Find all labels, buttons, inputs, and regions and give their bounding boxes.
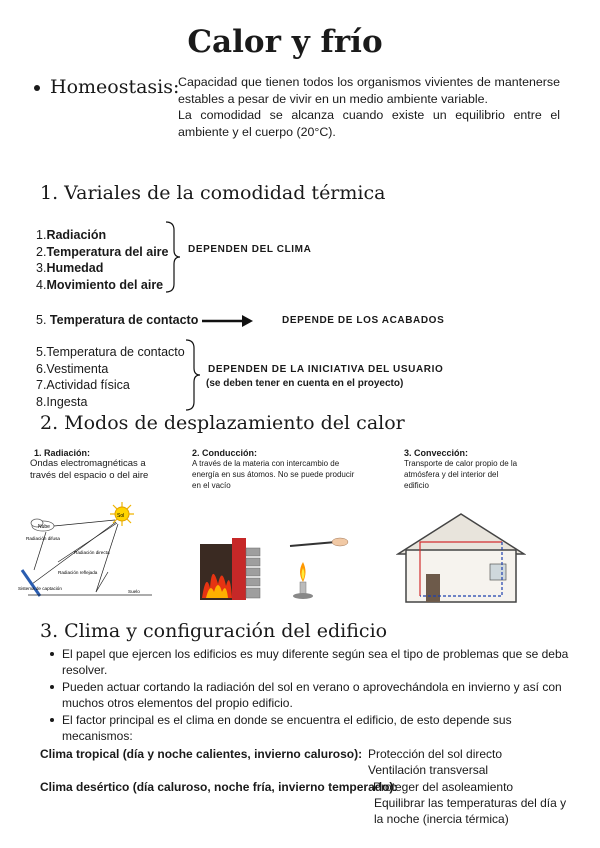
group2-item: 5. Temperatura de contacto [36,313,199,327]
mode-text: A través de la materia con intercambio de energía en sus átomos. No se puede producir en el vacío [192,459,355,490]
list-item: 7.Actividad física [36,378,130,392]
mode-conveccion [404,448,524,491]
mode-title: 1. Radiación: [34,448,91,458]
cloud-label: Nube [38,524,50,530]
list-item: Pueden actuar cortando la radiación del sol en verano o aprovechándola en invierno y así con muchos otros elementos del propio edificio. [48,679,576,711]
arrow-right-icon [202,314,254,328]
climate-value: Ventilación transversal [368,763,489,777]
bullet-dot [34,85,40,91]
collector-panel [22,570,40,596]
list-item: 8.Ingesta [36,394,88,409]
section3-bullets [48,646,576,745]
mode-title: 2. Conducción: [192,448,257,458]
mode-conduccion [192,448,362,491]
climate-value: Proteger del asoleamiento [373,780,514,794]
climate-value: Protección del sol directo [368,747,503,761]
list-item: 3.Humedad [36,261,104,275]
list-item: 1.Radiación [36,228,107,242]
hot-wall [232,538,246,600]
climate-desert-label: Clima desértico (día caluroso, noche fría, invierno temperado): [40,780,398,794]
group3-list [36,344,185,410]
mode-radiacion [30,448,158,482]
mode-text: Transporte de calor propio de la atmósfera y del interior del edificio [404,459,518,490]
group3-note: DEPENDEN DE LA INICIATIVA DEL USUARIO [208,364,444,375]
mode-title: 3. Convección: [404,448,469,458]
convection-diagram [396,510,526,604]
group2-note: DEPENDE DE LOS ACABADOS [282,315,445,326]
climate-desert-values [374,779,566,827]
homeostasis-comfort-text: La comodidad se alcanza cuando existe un equilibrio entre el ambiente y el cuerpo (20°C). [178,108,560,139]
list-item: 4.Movimiento del aire [36,277,164,292]
group3-subnote: (se deben tener en cuenta en el proyecto) [206,378,404,389]
diffuse-label: Radiación difusa [26,536,60,541]
climate-tropical-values [368,746,502,778]
homeostasis-label [34,76,179,98]
mode-text: Ondas electromagnéticas a través del espacio o del aire [30,458,149,481]
list-item: 2.Temperatura del aire [36,244,169,259]
climate-value: la noche (inercia térmica) [374,812,509,826]
homeostasis-label-text: Homeostasis: [50,76,180,98]
section3-title: 3. Clima y configuración del edificio [40,620,388,642]
group1-list [36,227,168,293]
group1-note: DEPENDEN DEL CLIMA [188,244,312,255]
climate-tropical-label: Clima tropical (día y noche calientes, invierno caluroso): [40,747,363,761]
house-door [426,574,440,602]
sun-label: Sol [117,513,125,519]
radiation-diagram [18,498,158,600]
section2-title: 2. Modos de desplazamiento del calor [40,412,405,434]
group1-brace [164,220,184,294]
hand-icon [332,538,348,546]
reflected-label: Radiación reflejada [58,570,98,575]
homeostasis-definition [178,74,560,140]
bunsen-burner-icon [293,562,313,599]
direct-label: Radiación directa [74,550,110,555]
metal-rod [290,542,336,546]
conduction-diagram [200,532,350,602]
list-item: 6.Vestimenta [36,361,109,376]
group3-brace [184,338,204,412]
climate-value: Equilibrar las temperaturas del día y [374,796,567,810]
ground-label: Suelo [128,589,140,594]
collector-label: Sistema de captación [18,586,62,591]
list-item: El papel que ejercen los edificios es muy diferente según sea el tipo de problemas que se deba resolver. [48,646,576,678]
page-title: Calor y frío [187,24,383,60]
list-item: 5.Temperatura de contacto [36,345,185,359]
section1-title: 1. Variales de la comodidad térmica [40,182,386,204]
brick-wall [246,548,260,598]
house-roof [398,514,524,554]
list-item: El factor principal es el clima en donde se encuentra el edificio, de esto depende sus mecanismos: [48,712,576,744]
homeostasis-definition-text: Capacidad que tienen todos los organismos vivientes de mantenerse estables a pesar de vivir en un medio ambiente variable. [178,75,560,106]
house-window [490,564,506,580]
